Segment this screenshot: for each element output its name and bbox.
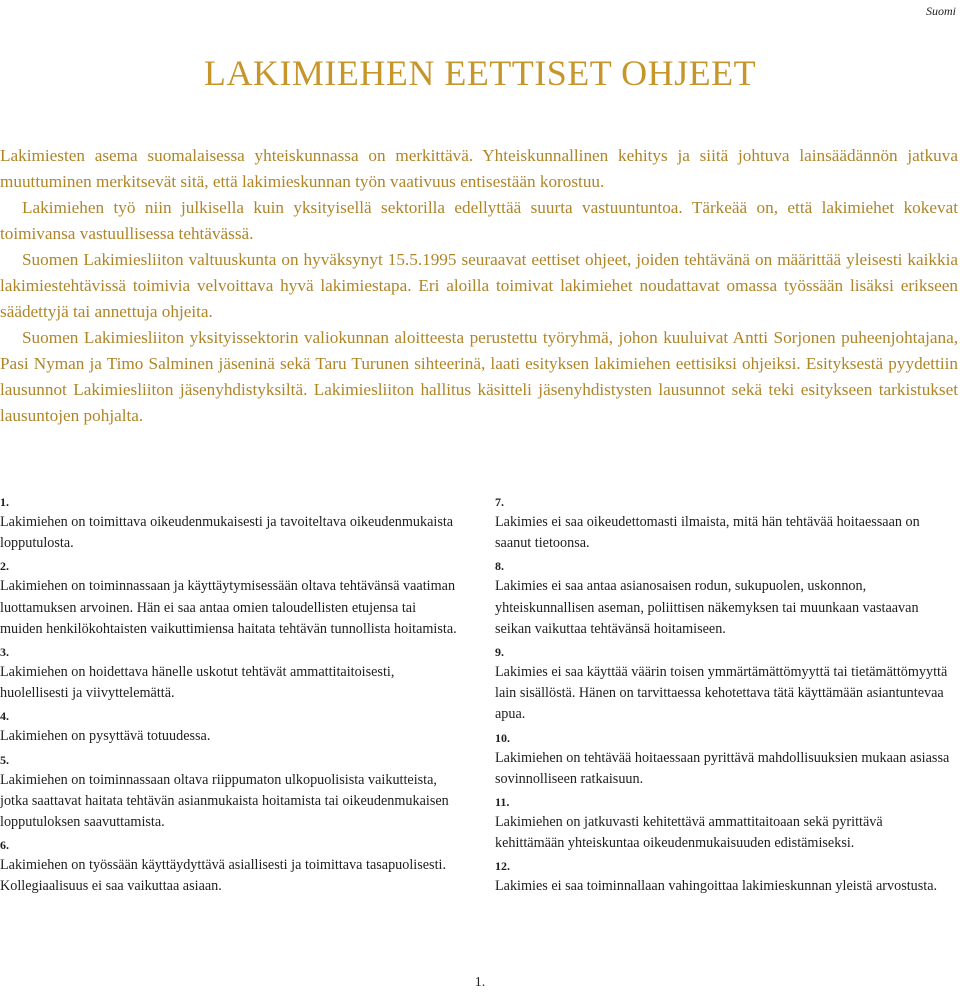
intro-section [0, 143, 958, 429]
rule-text: Lakimiehen on pysyttävä totuudessa. [0, 728, 211, 745]
rule-text: Lakimiehen on toiminnassaan ja käyttäytymisessään oltava tehtävänsä vaatiman luottamuksen arvoinen. Hän ei saa antaa omien taloudellisten etujensa tai muiden henkilökohtaisten vaikuttimiensa haitata tehtävän tunnollista hoitamista. [0, 578, 457, 637]
rule-text: Lakimiehen on toiminnassaan oltava riippumaton ulkopuolisista vaikutteista, jotka saattavat haitata tehtävän asianmukaista hoitamista tai oikeudenmukaisen lopputuloksen saavuttamista. [0, 771, 449, 831]
rule-item [495, 642, 950, 726]
rule-number: 11. [495, 795, 510, 810]
rule-item [495, 492, 950, 554]
rule-number: 2. [0, 559, 9, 574]
rule-text: Lakimiehen on työssään käyttäydyttävä asiallisesti ja toimittava tasapuolisesti. Kollegiaalisuus ei saa vaikuttaa asiaan. [0, 857, 447, 895]
rule-text: Lakimies ei saa käyttää väärin toisen ymmärtämättömyyttä tai tietämättömyyttä lain sisällöstä. Hänen on tarvittaessa kehotettava tätä käyttämään asiantuntevaa apua. [495, 664, 948, 723]
rule-number: 6. [0, 838, 9, 853]
rule-text: Lakimies ei saa oikeudettomasti ilmaista, mitä hän tehtävää hoitaessaan on saanut tietoonsa. [495, 514, 920, 552]
rule-text: Lakimiehen on hoidettava hänelle uskotut tehtävät ammattitaitoisesti, huolellisesti ja viivyttelemättä. [0, 664, 395, 702]
rule-number: 3. [0, 645, 9, 660]
rule-item [0, 835, 462, 897]
page-number: 1. [474, 975, 486, 990]
intro-paragraph: Suomen Lakimiesliiton yksityissektorin valiokunnan aloitteesta perustettu työryhmä, johon kuuluivat Antti Sorjonen puheenjohtajana, Pasi Nyman ja Timo Salminen jäseninä sekä Taru Turunen sihteerinä, laati esityksen lakimiehen eettisiksi ohjeiksi. Esityksestä pyydettiin lausunnot Lakimiesliiton jäsenyhdistyksiltä. Lakimiesliiton hallitus käsitteli jäsenyhdistysten lausunnot sekä teki esitykseen tarkistukset lausuntojen pohjalta. [0, 328, 958, 425]
rules-column-right [495, 492, 950, 900]
rule-item [495, 856, 950, 897]
rule-item [495, 556, 950, 640]
intro-paragraph: Suomen Lakimiesliiton valtuuskunta on hyväksynyt 15.5.1995 seuraavat eettiset ohjeet, joiden tehtävänä on määrittää yleisesti kaikkia lakimiestehtävissä toimivia velvoittava hyvä lakimiestapa. Eri aloilla toimivat lakimiehet noudattavat omassa työssään lisäksi erikseen säädettyjä tai annettuja ohjeita. [0, 250, 958, 321]
rule-item [0, 556, 462, 640]
rule-number: 9. [495, 645, 504, 660]
rule-text: Lakimies ei saa antaa asianosaisen rodun, sukupuolen, uskonnon, yhteiskunnallisen aseman, poliittisen näkemyksen tai muunkaan vastaavan seikan vaikuttaa tehtävänsä hoitamiseen. [495, 578, 919, 637]
intro-paragraph: Lakimiehen työ niin julkisella kuin yksityisellä sektorilla edellyttää suurta vastuuntuntoa. Tärkeää on, että lakimiehet kokevat toimivansa vastuullisessa tehtävässä. [0, 198, 958, 243]
language-label: Suomi [926, 4, 956, 18]
rule-item [0, 642, 462, 704]
rule-item [0, 492, 462, 554]
rule-number: 10. [495, 730, 510, 745]
rules-column-left [0, 492, 462, 900]
rule-number: 7. [495, 495, 504, 509]
intro-paragraph: Lakimiesten asema suomalaisessa yhteiskunnassa on merkittävä. Yhteiskunnallinen kehitys ja siitä johtuva lainsäädännön jatkuva muuttuminen merkitsevät sitä, että lakimieskunnan työn vaativuus entisestään korostuu. [0, 146, 958, 191]
rule-text: Lakimiehen on jatkuvasti kehitettävä ammattitaitoaan sekä pyrittävä kehittämään yhteiskuntaa oikeudenmukaisuuden edistämiseksi. [495, 814, 883, 852]
rule-text: Lakimiehen on toimittava oikeudenmukaisesti ja tavoiteltava oikeudenmukaista lopputulosta. [0, 514, 454, 552]
rule-number: 4. [0, 709, 9, 724]
rule-item [0, 750, 462, 834]
rule-text: Lakimies ei saa toiminnallaan vahingoittaa lakimieskunnan yleistä arvostusta. [495, 878, 938, 895]
rule-item [0, 706, 462, 747]
rule-item [495, 792, 950, 854]
rule-number: 12. [495, 859, 510, 874]
rule-item [495, 728, 950, 790]
rule-number: 8. [495, 559, 504, 574]
rule-text: Lakimiehen on tehtävää hoitaessaan pyrittävä mahdollisuuksien mukaan asiassa sovinnolliseen ratkaisuun. [495, 749, 950, 787]
page-title: LAKIMIEHEN EETTISET OHJEET [203, 53, 757, 93]
rule-number: 1. [0, 495, 9, 509]
rule-number: 5. [0, 752, 9, 767]
